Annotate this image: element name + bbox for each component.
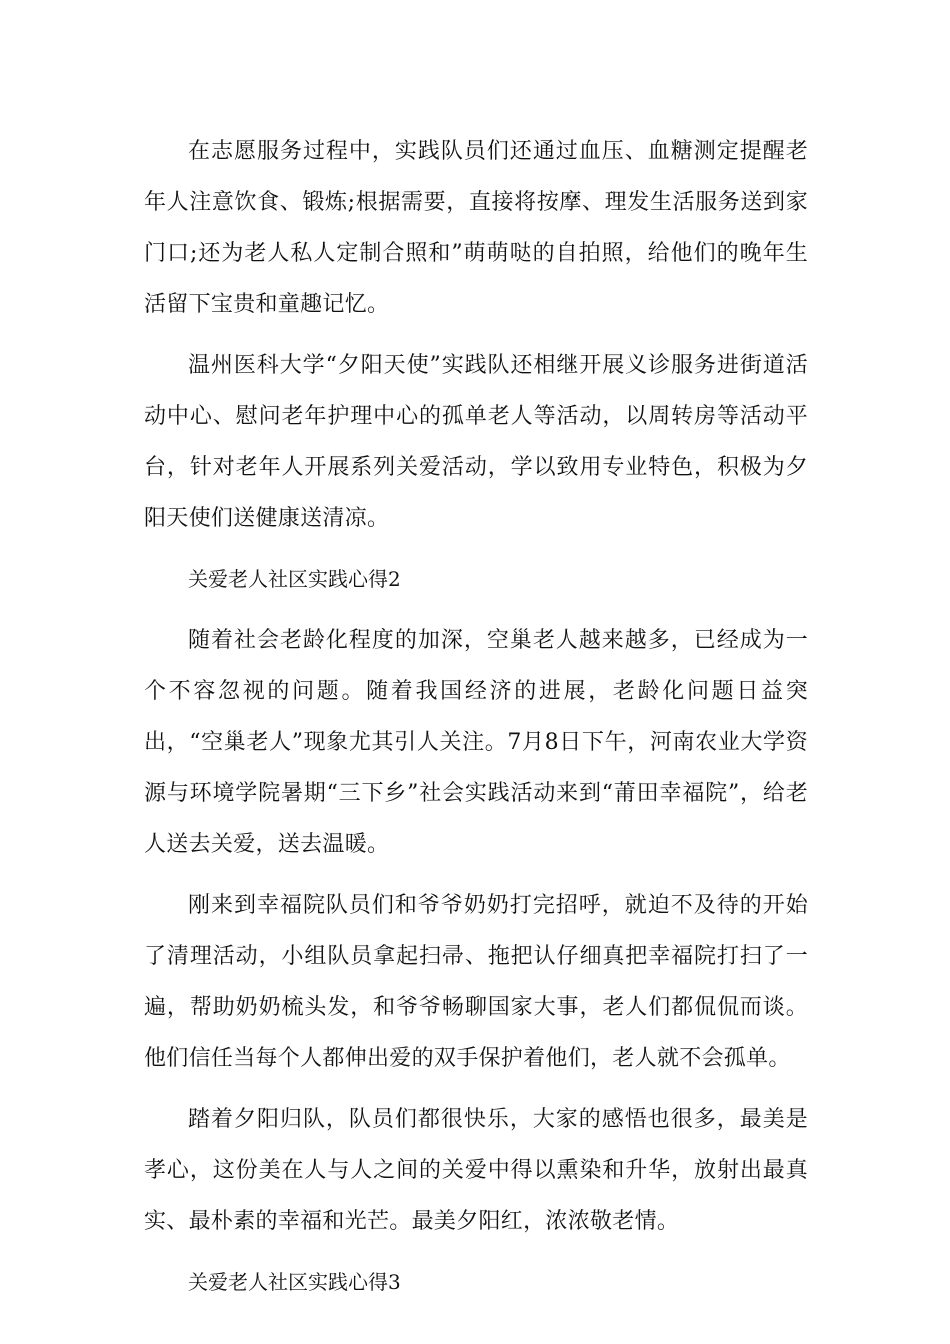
paragraph-empty-nest: 随着社会老龄化程度的加深，空巢老人越来越多，已经成为一个不容忽视的问题。随着我国经济的进展，老龄化问题日益突出，“空巢老人”现象尤其引人关注。7月8日下午，河南农业大学资源与环境学院暑期“三下乡”社会实践活动来到“莆田幸福院”，给老人送去关爱，送去温暖。 — [144, 628, 808, 857]
paragraph-volunteer-service: 在志愿服务过程中，实践队员们还通过血压、血糖测定提醒老年人注意饮食、锻炼;根据需要，直接将按摩、理发生活服务送到家门口;还为老人私人定制合照和”萌萌哒的自拍照，给他们的晚年生活留下宝贵和童趣记忆。 — [144, 139, 808, 317]
section-heading-2: 关爱老人社区实践心得2 — [188, 567, 401, 591]
paragraph-sunset-angels: 温州医科大学“夕阳天使”实践队还相继开展义诊服务进街道活动中心、慰问老年护理中心的孤单老人等活动，以周转房等活动平台，针对老年人开展系列关爱活动，学以致用专业特色，积极为夕阳天使们送健康送清凉。 — [144, 353, 808, 531]
section-heading-3: 关爱老人社区实践心得3 — [188, 1270, 401, 1294]
document-body — [144, 126, 808, 1318]
paragraph-return-reflection: 踏着夕阳归队，队员们都很快乐，大家的感悟也很多，最美是孝心，这份美在人与人之间的关爱中得以熏染和升华，放射出最真实、最朴素的幸福和光芒。最美夕阳红，浓浓敬老情。 — [144, 1107, 808, 1234]
paragraph-cleaning-activity: 刚来到幸福院队员们和爷爷奶奶打完招呼，就迫不及待的开始了清理活动，小组队员拿起扫帚、拖把认仔细真把幸福院打扫了一遍，帮助奶奶梳头发，和爷爷畅聊国家大事，老人们都侃侃而谈。他们信任当每个人都伸出爱的双手保护着他们，老人就不会孤单。 — [144, 893, 808, 1071]
